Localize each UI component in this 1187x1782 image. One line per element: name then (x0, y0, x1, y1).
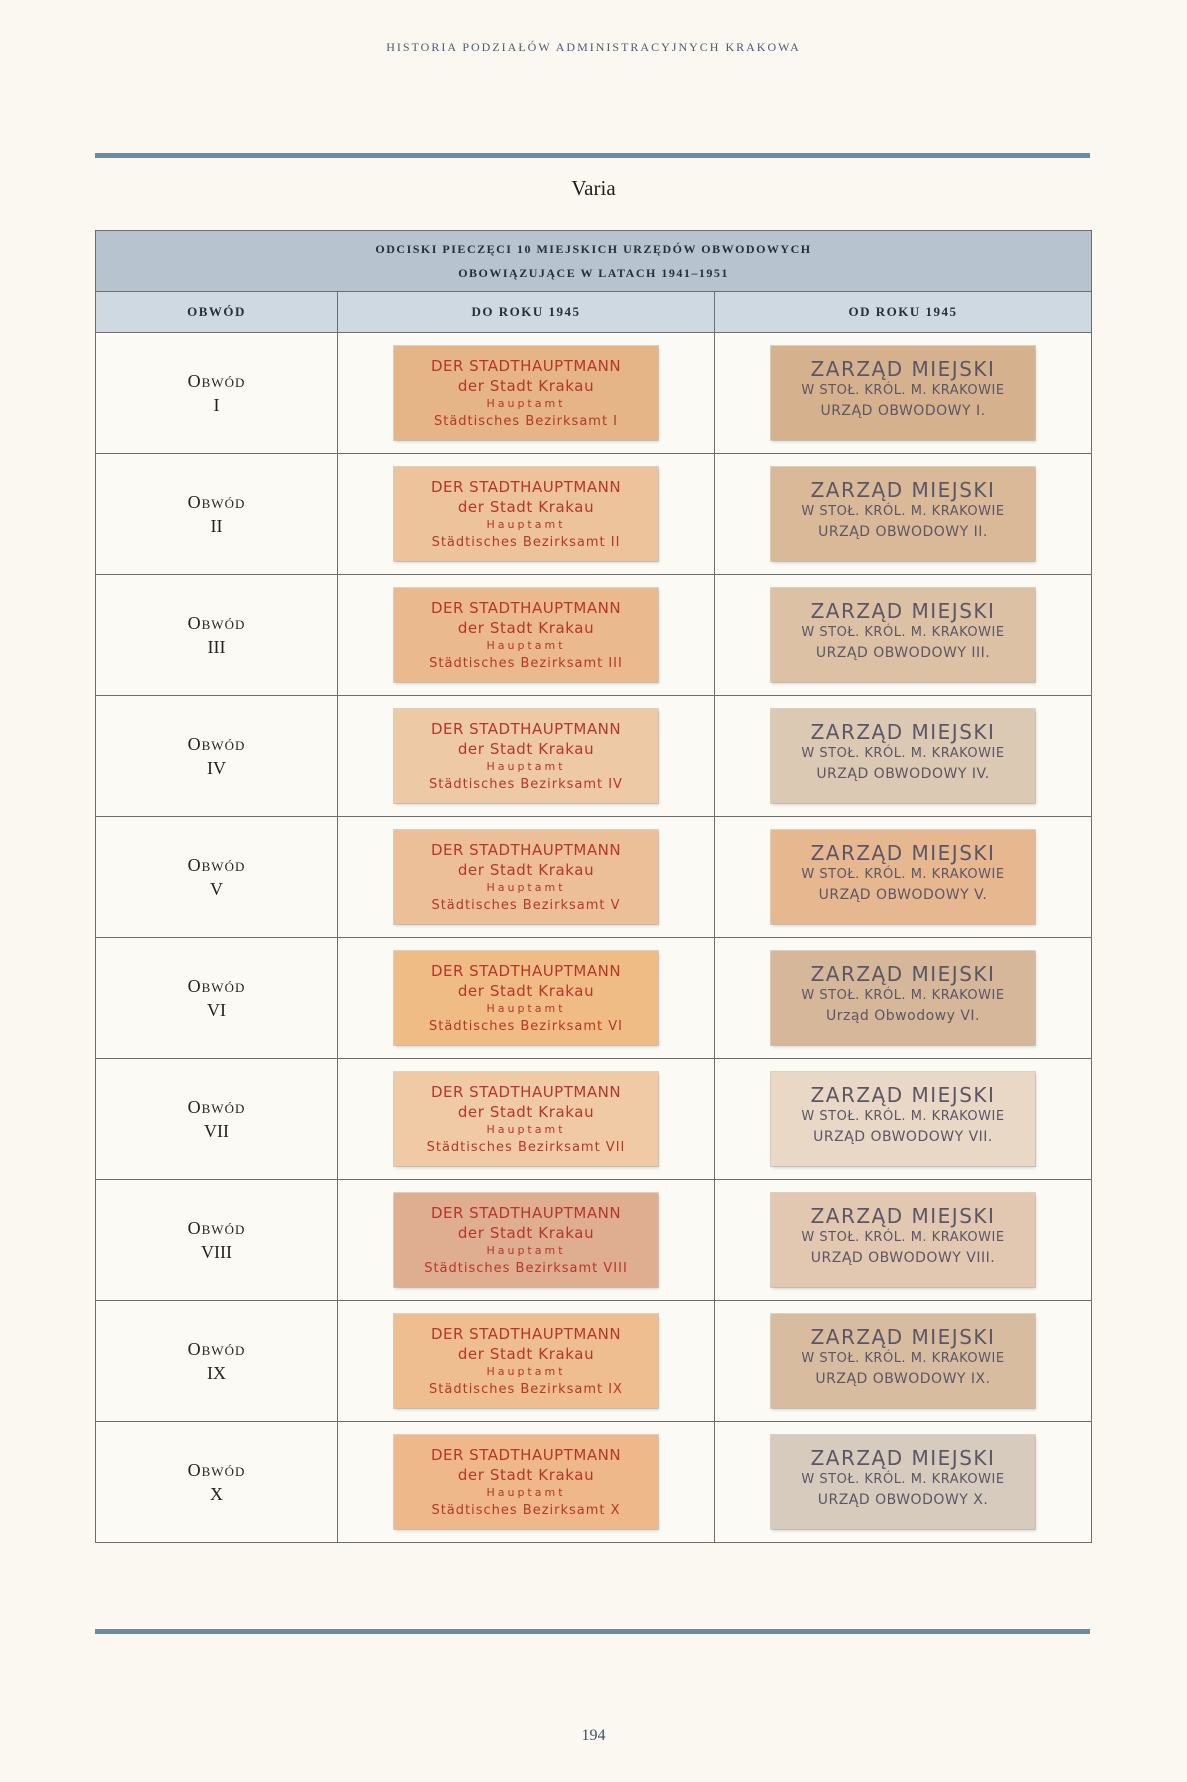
polish-stamp-impression (771, 467, 1035, 561)
german-stamp-impression (394, 951, 658, 1045)
district-word: Obwód (187, 1460, 246, 1480)
polish-stamp-impression (771, 1314, 1035, 1408)
stamp-line: W STOŁ. KRÓL. M. KRAKOWIE (801, 1109, 1005, 1124)
stamp-line: der Stadt Krakau (457, 740, 595, 758)
stamp-line: ZARZĄD MIEJSKI (810, 478, 996, 502)
district-word: Obwód (187, 1339, 246, 1359)
stamp-line: URZĄD OBWODOWY X. (817, 1492, 989, 1508)
district-word: Obwód (187, 855, 246, 875)
district-numeral: III (207, 637, 226, 657)
stamp-line: der Stadt Krakau (457, 377, 595, 395)
polish-stamp-impression (771, 1072, 1035, 1166)
district-word: Obwód (187, 371, 246, 391)
german-stamp-impression (394, 1193, 658, 1287)
stamp-line: W STOŁ. KRÓL. M. KRAKOWIE (801, 988, 1005, 1003)
district-label-cell (96, 696, 338, 817)
stamp-line: URZĄD OBWODOWY II. (818, 524, 988, 540)
running-head: HISTORIA PODZIAŁÓW ADMINISTRACYJNYCH KRAKOWA (386, 40, 801, 54)
stamp-line: DER STADTHAUPTMANN (430, 720, 622, 738)
district-label-cell (96, 1301, 338, 1422)
stamp-line: DER STADTHAUPTMANN (430, 599, 622, 617)
stamp-line: DER STADTHAUPTMANN (430, 1325, 622, 1343)
column-header-district: OBWÓD (96, 292, 338, 333)
table-caption (96, 231, 1092, 292)
german-stamp-impression (394, 588, 658, 682)
table-row (96, 1059, 1092, 1180)
stamp-line: der Stadt Krakau (457, 1466, 595, 1484)
german-stamp-impression (394, 1314, 658, 1408)
stamp-line: W STOŁ. KRÓL. M. KRAKOWIE (801, 746, 1005, 761)
stamp-line: URZĄD OBWODOWY VIII. (810, 1250, 996, 1266)
table-row (96, 1301, 1092, 1422)
stamp-line: Städtisches Bezirksamt V (431, 898, 621, 913)
district-numeral: V (210, 879, 223, 899)
polish-stamp-impression (771, 709, 1035, 803)
stamp-line: ZARZĄD MIEJSKI (810, 1446, 996, 1470)
stamp-cell-after-1945 (715, 333, 1092, 454)
stamp-line: Städtisches Bezirksamt I (433, 414, 619, 429)
stamp-line: Hauptamt (486, 1002, 566, 1015)
stamp-line: ZARZĄD MIEJSKI (810, 599, 996, 623)
district-label-cell (96, 1059, 338, 1180)
stamp-cell-before-1945 (338, 696, 715, 817)
stamp-line: DER STADTHAUPTMANN (430, 1083, 622, 1101)
stamp-cell-after-1945 (715, 1422, 1092, 1543)
stamp-line: der Stadt Krakau (457, 861, 595, 879)
district-label-cell (96, 1180, 338, 1301)
polish-stamp-impression (771, 1435, 1035, 1529)
stamp-line: ZARZĄD MIEJSKI (810, 1325, 996, 1349)
stamp-cell-before-1945 (338, 817, 715, 938)
district-word: Obwód (187, 1218, 246, 1238)
stamp-line: Städtisches Bezirksamt VIII (424, 1261, 628, 1276)
stamp-line: der Stadt Krakau (457, 1345, 595, 1363)
stamp-line: Städtisches Bezirksamt IX (429, 1382, 623, 1397)
stamp-line: Hauptamt (486, 1486, 566, 1499)
stamp-cell-before-1945 (338, 1180, 715, 1301)
table-row (96, 696, 1092, 817)
stamp-cell-before-1945 (338, 1059, 715, 1180)
stamp-cell-after-1945 (715, 1301, 1092, 1422)
stamp-line: Hauptamt (486, 1365, 566, 1378)
district-numeral: II (210, 516, 223, 536)
stamp-line: Städtisches Bezirksamt III (429, 656, 623, 671)
stamp-line: URZĄD OBWODOWY IV. (816, 766, 990, 782)
stamp-line: Städtisches Bezirksamt VI (429, 1019, 623, 1034)
stamps-table (95, 230, 1092, 1543)
stamp-line: Städtisches Bezirksamt VII (426, 1140, 626, 1155)
column-header-before-1945: DO ROKU 1945 (338, 292, 715, 333)
stamp-cell-before-1945 (338, 454, 715, 575)
stamp-line: Hauptamt (486, 1123, 566, 1136)
stamp-line: der Stadt Krakau (457, 982, 595, 1000)
german-stamp-impression (394, 1435, 658, 1529)
district-label-cell (96, 575, 338, 696)
stamp-line: W STOŁ. KRÓL. M. KRAKOWIE (801, 867, 1005, 882)
stamp-cell-after-1945 (715, 938, 1092, 1059)
stamp-line: W STOŁ. KRÓL. M. KRAKOWIE (801, 504, 1005, 519)
table-row (96, 1422, 1092, 1543)
stamp-line: URZĄD OBWODOWY I. (820, 403, 986, 419)
polish-stamp-impression (771, 346, 1035, 440)
stamp-line: ZARZĄD MIEJSKI (810, 1204, 996, 1228)
stamp-line: DER STADTHAUPTMANN (430, 1446, 622, 1464)
stamp-line: W STOŁ. KRÓL. M. KRAKOWIE (801, 1472, 1005, 1487)
stamp-line: ZARZĄD MIEJSKI (810, 962, 996, 986)
stamp-line: URZĄD OBWODOWY III. (815, 645, 991, 661)
column-header-after-1945: OD ROKU 1945 (715, 292, 1092, 333)
stamp-line: DER STADTHAUPTMANN (430, 1204, 622, 1222)
table-row (96, 333, 1092, 454)
stamp-cell-after-1945 (715, 817, 1092, 938)
stamp-line: Hauptamt (486, 881, 566, 894)
stamp-line: Städtisches Bezirksamt IV (429, 777, 623, 792)
page-number: 194 (581, 1727, 606, 1744)
stamp-cell-before-1945 (338, 1422, 715, 1543)
polish-stamp-impression (771, 830, 1035, 924)
stamp-line: W STOŁ. KRÓL. M. KRAKOWIE (801, 1351, 1005, 1366)
district-word: Obwód (187, 976, 246, 996)
stamp-line: Städtisches Bezirksamt X (431, 1503, 621, 1518)
caption-line-2: OBOWIĄZUJĄCE W LATACH 1941–1951 (458, 266, 729, 280)
stamp-line: Hauptamt (486, 518, 566, 531)
polish-stamp-impression (771, 951, 1035, 1045)
polish-stamp-impression (771, 588, 1035, 682)
stamp-line: DER STADTHAUPTMANN (430, 962, 622, 980)
district-numeral: IX (207, 1363, 226, 1383)
stamp-line: DER STADTHAUPTMANN (430, 357, 622, 375)
table-body (96, 333, 1092, 1543)
stamp-line: Hauptamt (486, 639, 566, 652)
district-numeral: VI (207, 1000, 226, 1020)
german-stamp-impression (394, 1072, 658, 1166)
stamp-line: URZĄD OBWODOWY V. (818, 887, 988, 903)
german-stamp-impression (394, 830, 658, 924)
stamp-cell-before-1945 (338, 1301, 715, 1422)
stamp-line: W STOŁ. KRÓL. M. KRAKOWIE (801, 1230, 1005, 1245)
stamp-line: Hauptamt (486, 1244, 566, 1257)
german-stamp-impression (394, 346, 658, 440)
stamp-line: ZARZĄD MIEJSKI (810, 1083, 996, 1107)
district-numeral: VIII (201, 1242, 232, 1262)
stamp-line: URZĄD OBWODOWY IX. (815, 1371, 991, 1387)
stamp-line: Hauptamt (486, 397, 566, 410)
stamp-line: der Stadt Krakau (457, 498, 595, 516)
stamp-line: Städtisches Bezirksamt II (431, 535, 621, 550)
district-numeral: I (213, 395, 220, 415)
table-row (96, 1180, 1092, 1301)
district-word: Obwód (187, 1097, 246, 1117)
district-label-cell (96, 938, 338, 1059)
stamp-cell-after-1945 (715, 575, 1092, 696)
top-rule (95, 153, 1090, 158)
stamp-line: der Stadt Krakau (457, 1103, 595, 1121)
stamp-line: der Stadt Krakau (457, 1224, 595, 1242)
caption-line-1: ODCISKI PIECZĘCI 10 MIEJSKICH URZĘDÓW OBWODOWYCH (375, 242, 812, 256)
stamp-line: W STOŁ. KRÓL. M. KRAKOWIE (801, 625, 1005, 640)
district-label-cell (96, 333, 338, 454)
bottom-rule (95, 1629, 1090, 1634)
district-word: Obwód (187, 734, 246, 754)
stamp-line: ZARZĄD MIEJSKI (810, 720, 996, 744)
stamp-cell-before-1945 (338, 575, 715, 696)
stamp-line: DER STADTHAUPTMANN (430, 841, 622, 859)
stamp-cell-before-1945 (338, 333, 715, 454)
stamp-line: W STOŁ. KRÓL. M. KRAKOWIE (801, 383, 1005, 398)
stamp-line: URZĄD OBWODOWY VII. (813, 1129, 993, 1145)
district-numeral: VII (204, 1121, 229, 1141)
stamp-line: ZARZĄD MIEJSKI (810, 841, 996, 865)
stamp-cell-after-1945 (715, 454, 1092, 575)
stamp-line: DER STADTHAUPTMANN (430, 478, 622, 496)
table-row (96, 454, 1092, 575)
stamp-line: ZARZĄD MIEJSKI (810, 357, 996, 381)
district-numeral: IV (207, 758, 226, 778)
german-stamp-impression (394, 467, 658, 561)
stamp-cell-after-1945 (715, 1059, 1092, 1180)
stamp-cell-before-1945 (338, 938, 715, 1059)
stamp-line: Hauptamt (486, 760, 566, 773)
german-stamp-impression (394, 709, 658, 803)
district-label-cell (96, 817, 338, 938)
table-row (96, 575, 1092, 696)
district-word: Obwód (187, 613, 246, 633)
section-title: Varia (571, 176, 616, 200)
district-label-cell (96, 1422, 338, 1543)
table-row (96, 938, 1092, 1059)
stamp-line: Urząd Obwodowy VI. (826, 1008, 980, 1024)
stamp-cell-after-1945 (715, 696, 1092, 817)
stamp-line: der Stadt Krakau (457, 619, 595, 637)
table-row (96, 817, 1092, 938)
district-word: Obwód (187, 492, 246, 512)
district-label-cell (96, 454, 338, 575)
polish-stamp-impression (771, 1193, 1035, 1287)
stamp-cell-after-1945 (715, 1180, 1092, 1301)
district-numeral: X (210, 1484, 223, 1504)
